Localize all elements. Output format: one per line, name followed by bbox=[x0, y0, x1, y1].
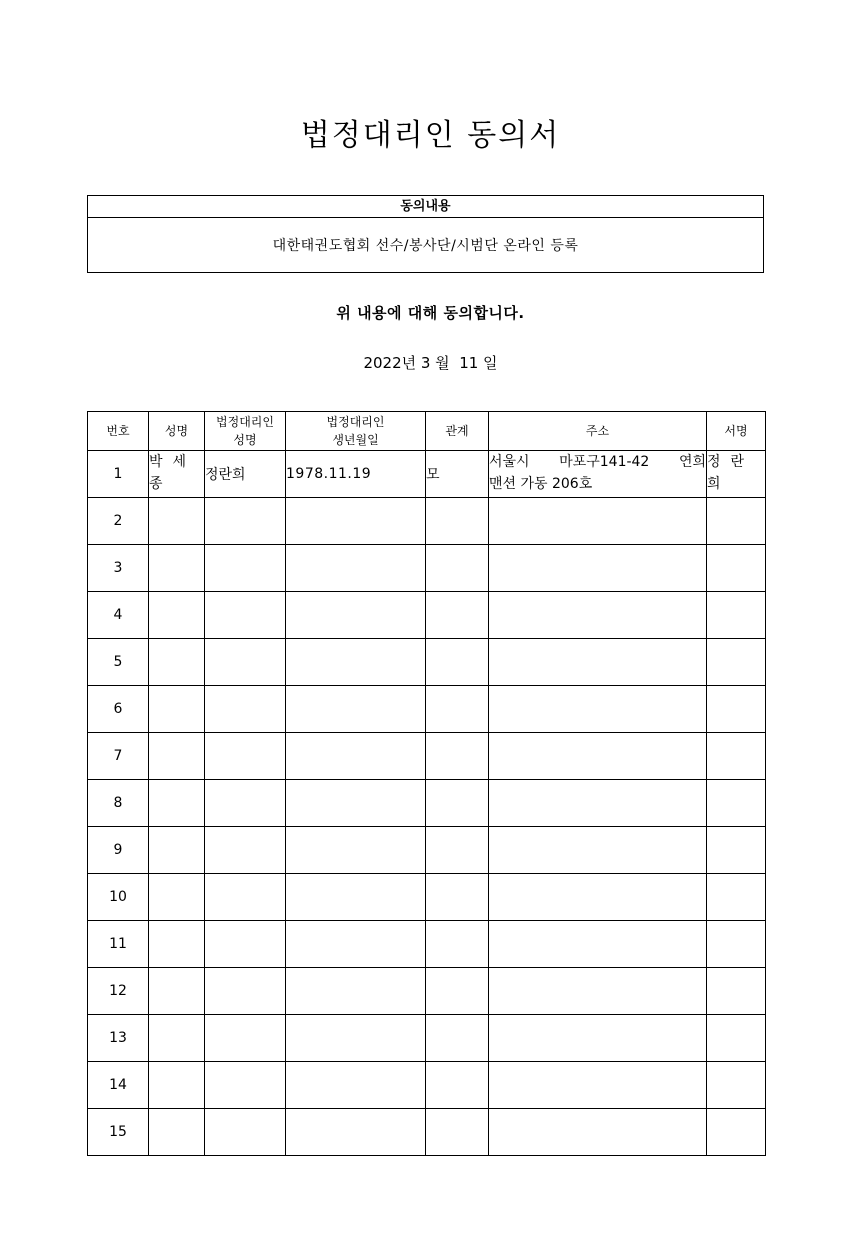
table-row bbox=[88, 968, 766, 1015]
consent-box bbox=[87, 195, 764, 273]
signature[interactable] bbox=[707, 545, 766, 592]
signature[interactable] bbox=[707, 592, 766, 639]
relation[interactable] bbox=[426, 639, 489, 686]
relation[interactable] bbox=[426, 968, 489, 1015]
signature[interactable] bbox=[707, 686, 766, 733]
guardian-name[interactable] bbox=[205, 968, 286, 1015]
address[interactable] bbox=[489, 498, 707, 545]
guardian-birthdate[interactable] bbox=[286, 921, 426, 968]
row-number: 5 bbox=[88, 639, 149, 686]
header-signature: 서명 bbox=[707, 412, 766, 451]
table-row bbox=[88, 874, 766, 921]
row-number: 11 bbox=[88, 921, 149, 968]
table-header-row bbox=[88, 412, 766, 451]
address[interactable] bbox=[489, 686, 707, 733]
table-row bbox=[88, 921, 766, 968]
student-name[interactable] bbox=[149, 545, 205, 592]
address[interactable] bbox=[489, 1062, 707, 1109]
signature[interactable] bbox=[707, 780, 766, 827]
address[interactable] bbox=[489, 545, 707, 592]
address[interactable] bbox=[489, 451, 707, 498]
relation[interactable] bbox=[426, 780, 489, 827]
address[interactable] bbox=[489, 921, 707, 968]
relation[interactable] bbox=[426, 498, 489, 545]
student-name[interactable] bbox=[149, 968, 205, 1015]
student-name[interactable] bbox=[149, 639, 205, 686]
relation[interactable] bbox=[426, 1062, 489, 1109]
signature[interactable] bbox=[707, 827, 766, 874]
row-number: 13 bbox=[88, 1015, 149, 1062]
relation[interactable] bbox=[426, 874, 489, 921]
table-row bbox=[88, 686, 766, 733]
address[interactable] bbox=[489, 1015, 707, 1062]
signature[interactable] bbox=[707, 968, 766, 1015]
table-row bbox=[88, 545, 766, 592]
consent-header: 동의내용 bbox=[88, 196, 763, 218]
relation[interactable] bbox=[426, 733, 489, 780]
relation[interactable]: 모 bbox=[426, 451, 489, 498]
guardian-birthdate[interactable] bbox=[286, 1109, 426, 1156]
date-line: 2022년 3 월 11 일 bbox=[363, 354, 498, 372]
row-number: 1 bbox=[88, 451, 149, 498]
header-no: 번호 bbox=[88, 412, 149, 451]
row-number: 9 bbox=[88, 827, 149, 874]
row-number: 6 bbox=[88, 686, 149, 733]
table-row bbox=[88, 780, 766, 827]
table-row bbox=[88, 827, 766, 874]
guardian-birthdate[interactable] bbox=[286, 968, 426, 1015]
student-name[interactable] bbox=[149, 874, 205, 921]
header-name: 성명 bbox=[149, 412, 205, 451]
guardian-table bbox=[87, 411, 766, 1156]
guardian-name[interactable] bbox=[205, 639, 286, 686]
relation[interactable] bbox=[426, 686, 489, 733]
guardian-name[interactable] bbox=[205, 827, 286, 874]
guardian-birthdate[interactable]: 1978.11.19 bbox=[286, 451, 426, 498]
guardian-name[interactable] bbox=[205, 780, 286, 827]
row-number: 10 bbox=[88, 874, 149, 921]
header-address: 주소 bbox=[489, 412, 707, 451]
guardian-name[interactable]: 정란희 bbox=[205, 451, 286, 498]
guardian-birthdate[interactable] bbox=[286, 1015, 426, 1062]
guardian-name[interactable] bbox=[205, 592, 286, 639]
student-name[interactable] bbox=[149, 1109, 205, 1156]
address[interactable] bbox=[489, 639, 707, 686]
guardian-birthdate[interactable] bbox=[286, 827, 426, 874]
guardian-birthdate[interactable] bbox=[286, 1062, 426, 1109]
guardian-name[interactable] bbox=[205, 874, 286, 921]
address[interactable] bbox=[489, 780, 707, 827]
address-line-1: 서울시 마포구141-42 연희 bbox=[489, 454, 706, 470]
student-name[interactable] bbox=[149, 686, 205, 733]
guardian-birthdate[interactable] bbox=[286, 639, 426, 686]
address[interactable] bbox=[489, 592, 707, 639]
relation[interactable] bbox=[426, 921, 489, 968]
document-title: 법정대리인 동의서 bbox=[300, 118, 561, 153]
signature[interactable] bbox=[707, 874, 766, 921]
signature[interactable]: 정란희 bbox=[707, 451, 766, 498]
student-name[interactable]: 박세종 bbox=[149, 451, 205, 498]
relation[interactable] bbox=[426, 1015, 489, 1062]
address[interactable] bbox=[489, 827, 707, 874]
student-name[interactable] bbox=[149, 1015, 205, 1062]
address[interactable] bbox=[489, 874, 707, 921]
student-name[interactable] bbox=[149, 1062, 205, 1109]
table-row bbox=[88, 1109, 766, 1156]
row-number: 7 bbox=[88, 733, 149, 780]
guardian-birthdate[interactable] bbox=[286, 780, 426, 827]
student-name[interactable] bbox=[149, 827, 205, 874]
relation[interactable] bbox=[426, 592, 489, 639]
address-line-2: 맨션 가동 206호 bbox=[489, 476, 593, 492]
header-relation: 관계 bbox=[426, 412, 489, 451]
address[interactable] bbox=[489, 968, 707, 1015]
row-number: 14 bbox=[88, 1062, 149, 1109]
signature[interactable] bbox=[707, 1109, 766, 1156]
guardian-birthdate[interactable] bbox=[286, 545, 426, 592]
student-name[interactable] bbox=[149, 733, 205, 780]
relation[interactable] bbox=[426, 545, 489, 592]
student-name[interactable] bbox=[149, 780, 205, 827]
relation[interactable] bbox=[426, 1109, 489, 1156]
row-number: 3 bbox=[88, 545, 149, 592]
relation[interactable] bbox=[426, 827, 489, 874]
guardian-name[interactable] bbox=[205, 921, 286, 968]
address[interactable] bbox=[489, 733, 707, 780]
guardian-birthdate[interactable] bbox=[286, 592, 426, 639]
guardian-name[interactable] bbox=[205, 733, 286, 780]
signature[interactable] bbox=[707, 1062, 766, 1109]
agreement-statement: 위 내용에 대해 동의합니다. bbox=[336, 304, 525, 322]
table-row bbox=[88, 639, 766, 686]
guardian-birthdate[interactable] bbox=[286, 733, 426, 780]
row-number: 15 bbox=[88, 1109, 149, 1156]
header-guardian-birth: 법정대리인 생년월일 bbox=[286, 412, 426, 451]
row-number: 8 bbox=[88, 780, 149, 827]
row-number: 2 bbox=[88, 498, 149, 545]
guardian-birthdate[interactable] bbox=[286, 498, 426, 545]
signature[interactable] bbox=[707, 498, 766, 545]
signature[interactable] bbox=[707, 733, 766, 780]
guardian-name[interactable] bbox=[205, 1109, 286, 1156]
table-row bbox=[88, 592, 766, 639]
consent-text: 대한태권도협회 선수/봉사단/시범단 온라인 등록 bbox=[272, 238, 579, 254]
student-name[interactable] bbox=[149, 498, 205, 545]
guardian-name[interactable] bbox=[205, 686, 286, 733]
table-row bbox=[88, 1062, 766, 1109]
guardian-name[interactable] bbox=[205, 1015, 286, 1062]
table-row bbox=[88, 1015, 766, 1062]
signature[interactable] bbox=[707, 921, 766, 968]
signature[interactable] bbox=[707, 1015, 766, 1062]
guardian-birthdate[interactable] bbox=[286, 686, 426, 733]
header-guardian-name: 법정대리인 성명 bbox=[205, 412, 286, 451]
student-name[interactable] bbox=[149, 592, 205, 639]
guardian-birthdate[interactable] bbox=[286, 874, 426, 921]
table-row bbox=[88, 451, 766, 498]
address[interactable] bbox=[489, 1109, 707, 1156]
guardian-name[interactable] bbox=[205, 1062, 286, 1109]
guardian-name[interactable] bbox=[205, 498, 286, 545]
row-number: 12 bbox=[88, 968, 149, 1015]
signature[interactable] bbox=[707, 639, 766, 686]
table-row bbox=[88, 733, 766, 780]
guardian-name[interactable] bbox=[205, 545, 286, 592]
student-name[interactable] bbox=[149, 921, 205, 968]
table-row bbox=[88, 498, 766, 545]
row-number: 4 bbox=[88, 592, 149, 639]
